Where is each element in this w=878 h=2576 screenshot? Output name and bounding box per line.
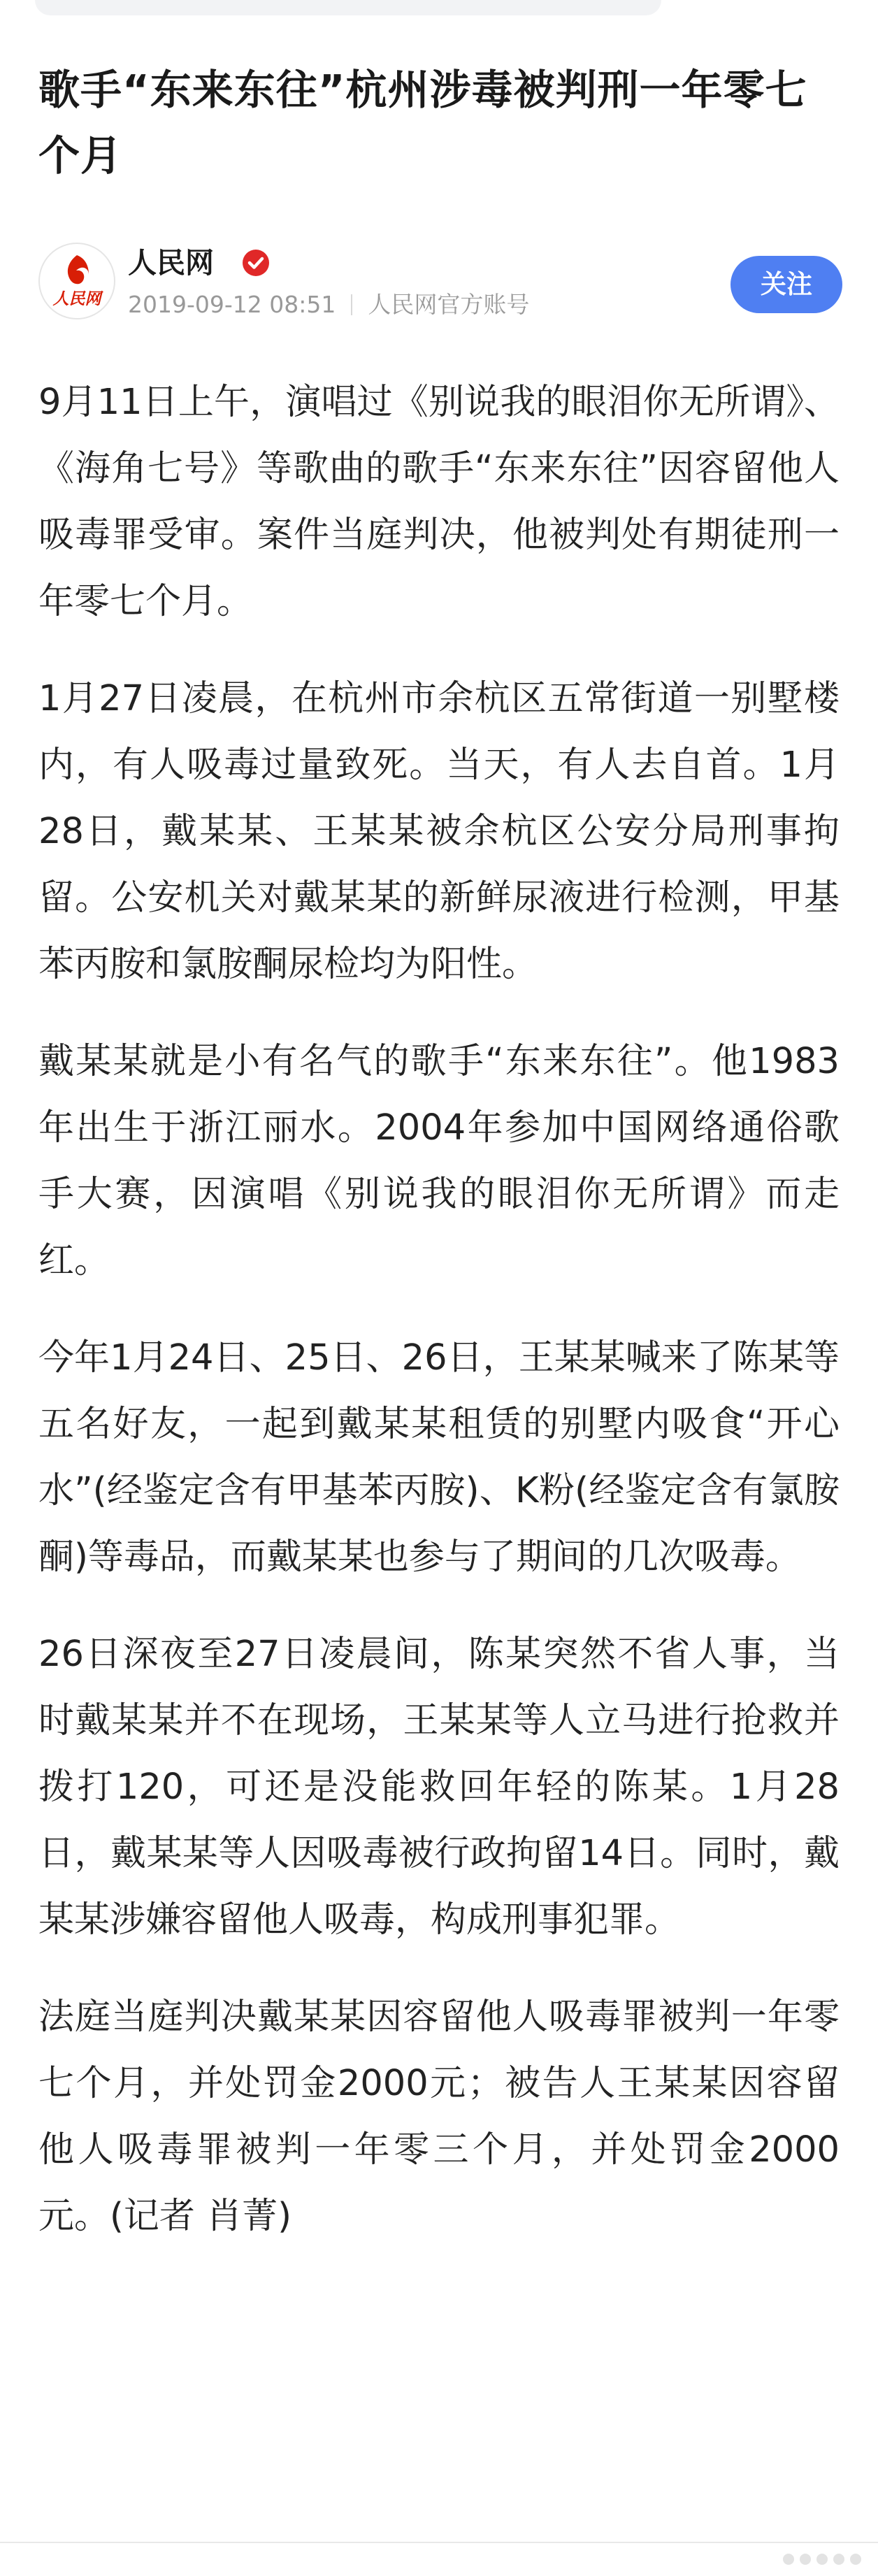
pagination-dot xyxy=(833,2554,844,2565)
pagination-dot xyxy=(800,2554,811,2565)
article-paragraph: 26日深夜至27日凌晨间，陈某突然不省人事，当时戴某某并不在现场，王某某等人立马进行抢救并拨打120，可还是没能救回年轻的陈某。1月28日，戴某某等人因吸毒被行政拘留14日。同时，戴某某涉嫌容留他人吸毒，构成刑事犯罪。 xyxy=(38,1634,840,1941)
author-row xyxy=(38,240,842,331)
meta-divider xyxy=(351,294,352,315)
article-paragraph: 戴某某就是小有名气的歌手“东来东往”。他1983年出生于浙江丽水。2004年参加中国网络通俗歌手大赛，因演唱《别说我的眼泪你无所谓》而走红。 xyxy=(38,1041,840,1281)
verified-badge-icon xyxy=(241,248,271,278)
publish-date: 2019-09-12 08:51 xyxy=(128,291,336,318)
pagination-dot xyxy=(850,2554,861,2565)
author-meta xyxy=(128,289,529,320)
pagination-dot xyxy=(816,2554,828,2565)
author-name[interactable]: 人民网 xyxy=(128,246,214,280)
author-avatar[interactable] xyxy=(38,243,115,319)
pagination-dot xyxy=(783,2554,794,2565)
search-bar-stub[interactable] xyxy=(35,0,661,15)
article-paragraph: 今年1月24日、25日、26日，王某某喊来了陈某等五名好友，一起到戴某某租赁的别墅内吸食“开心水”(经鉴定含有甲基苯丙胺)、K粉(经鉴定含有氯胺酮)等毒品，而戴某某也参与了期间的几次吸毒。 xyxy=(38,1337,840,1578)
avatar-logo-text: 人民网 xyxy=(52,289,101,308)
article-body xyxy=(38,369,840,2280)
article-paragraph: 法庭当庭判决戴某某因容留他人吸毒罪被判一年零七个月，并处罚金2000元；被告人王某某因容留他人吸毒罪被判一年零三个月，并处罚金2000元。(记者 肖菁) xyxy=(38,1996,840,2237)
article-title: 歌手“东来东往”杭州涉毒被判刑一年零七个月 xyxy=(38,66,807,180)
article-paragraph: 1月27日凌晨，在杭州市余杭区五常街道一别墅楼内，有人吸毒过量致死。当天，有人去自首。1月28日，戴某某、王某某被余杭区公安分局刑事拘留。公安机关对戴某某的新鲜尿液进行检测，甲基苯丙胺和氯胺酮尿检均为阳性。 xyxy=(38,678,840,985)
follow-button[interactable]: 关注 xyxy=(731,256,842,313)
bottom-divider xyxy=(0,2542,878,2543)
account-type: 人民网官方账号 xyxy=(368,291,530,318)
article-paragraph: 9月11日上午，演唱过《别说我的眼泪你无所谓》、《海角七号》等歌曲的歌手“东来东往”因容留他人吸毒罪受审。案件当庭判决，他被判处有期徒刑一年零七个月。 xyxy=(38,382,840,622)
people-daily-logo-icon xyxy=(40,244,114,318)
pagination-dots xyxy=(783,2551,861,2568)
